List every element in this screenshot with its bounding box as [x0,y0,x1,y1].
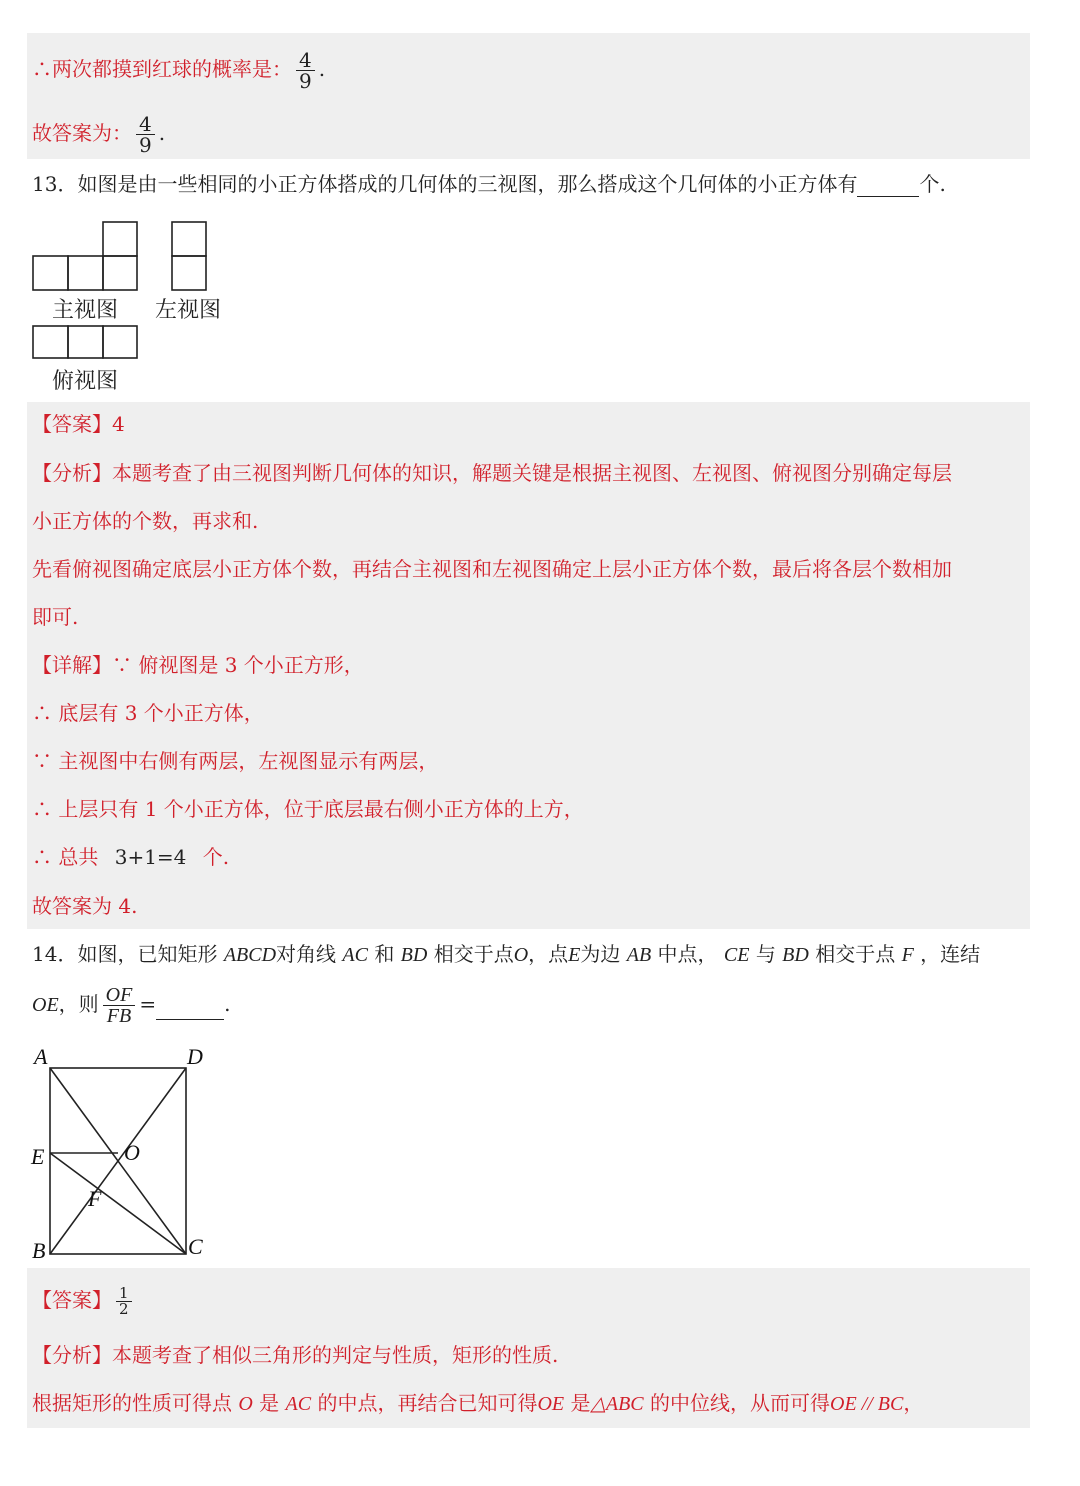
q13-analysis-4: 即可. [32,605,79,629]
q13-final-answer: 故答案为 4. [32,894,138,918]
fraction: $\frac{4}{9}$ [136,114,155,155]
segment-ce [50,1153,186,1254]
q14-analysis-2: 根据矩形的性质可得点 O 是 AC 的中点，再结合已知可得OE 是△ABC 的中位线，从而可得OE // BC， [32,1391,924,1415]
front-view-cell [103,222,137,256]
label-o: O [124,1140,140,1165]
label-e: E [31,1144,45,1169]
top-view-label: 俯视图 [52,369,119,394]
q14-question-line1: 14．如图，已知矩形 ABCD对角线 AC 和 BD 相交于点O，点E为边 AB 中点， CE 与 BD 相交于点 F ，连结 [32,942,981,966]
top-view-cell [103,326,137,358]
fraction: $\frac{1}{2}$ [116,1286,132,1317]
label-c: C [188,1234,203,1259]
ratio-fraction: $\frac{OF}{FB}$ [103,985,136,1026]
q14-analysis-1: 【分析】本题考查了相似三角形的判定与性质，矩形的性质. [32,1343,559,1367]
q13-analysis-1: 【分析】本题考查了由三视图判断几何体的知识，解题关键是根据主视图、左视图、俯视图分别确定每层 [32,461,952,485]
answer-blank [156,989,224,1020]
q13-detail-1: 【详解】∵ 俯视图是 3 个小正方形， [32,653,364,677]
front-view-cell [33,256,68,290]
q13-detail-2: ∴ 底层有 3 个小正方体， [32,701,264,725]
left-view-cell [172,256,206,290]
label-a: A [34,1044,48,1069]
q13-detail-4: ∴ 上层只有 1 个小正方体，位于底层最右侧小正方体的上方， [32,797,584,821]
q13-detail-3: ∵ 主视图中右侧有两层，左视图显示有两层， [32,749,439,773]
fraction: $\frac{4}{9}$ [296,50,315,91]
label-f: F [88,1186,102,1211]
q13-analysis-3: 先看俯视图确定底层小正方体个数，再结合主视图和左视图确定上层小正方体个数，最后将各层个数相加 [32,557,952,581]
label-d: D [187,1044,203,1069]
q14-question-line2: OE，则 $\frac{OF}{FB}$ = . [32,984,231,1027]
q14-answer: 【答案】 $\frac{1}{2}$ [32,1281,136,1319]
front-view-cell [68,256,103,290]
front-view-label: 主视图 [52,298,119,323]
q13-analysis-2: 小正方体的个数，再求和. [32,509,259,533]
front-view-cell [103,256,137,290]
q12-final-answer: 故答案为： $\frac{4}{9}$ . [32,112,166,157]
left-view-label: 左视图 [155,298,222,323]
left-view-cell [172,222,206,256]
top-view-cell [68,326,103,358]
answer-blank [857,172,919,197]
q12-probability-line: ∴两次都摸到红球的概率是： $\frac{4}{9}$ . [32,48,326,93]
top-view-cell [33,326,68,358]
rectangle-figure [28,1040,228,1265]
q13-question: 13．如图是由一些相同的小正方体搭成的几何体的三视图，那么搭成这个几何体的小正方体有 个. [32,172,946,196]
q13-answer: 【答案】4 [32,412,125,436]
q13-detail-5: ∴ 总共 3+1=4 个. [32,845,230,869]
label-b: B [32,1238,46,1263]
